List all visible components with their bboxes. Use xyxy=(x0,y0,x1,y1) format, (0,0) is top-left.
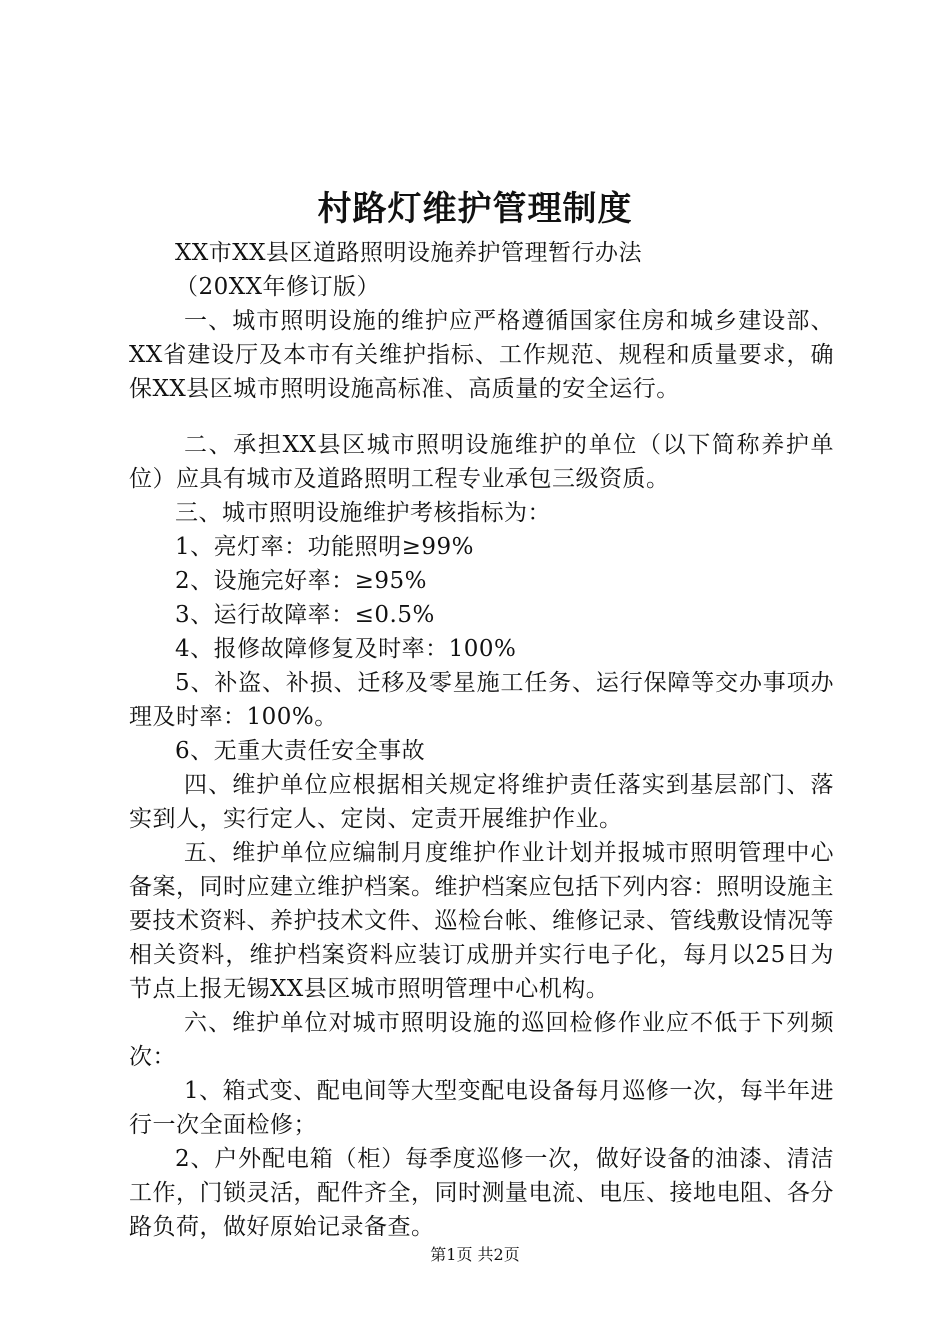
subtitle: XX市XX县区道路照明设施养护管理暂行办法 xyxy=(175,240,642,266)
document-body xyxy=(129,236,834,1244)
indicator-4: 4、报修故障修复及时率：100% xyxy=(175,636,517,662)
section-2: 二、承担XX县区城市照明设施维护的单位（以下简称养护单位）应具有城市及道路照明工程专业承包三级资质。 xyxy=(129,432,834,492)
section-1: 一、城市照明设施的维护应严格遵循国家住房和城乡建设部、XX省建设厅及本市有关维护指标、工作规范、规程和质量要求，确保XX县区城市照明设施高标准、高质量的安全运行。 xyxy=(129,308,834,402)
indicator-5: 5、补盗、补损、迁移及零星施工任务、运行保障等交办事项办理及时率：100%。 xyxy=(129,670,834,730)
indicator-3: 3、运行故障率：≤0.5% xyxy=(175,602,435,628)
section-4: 四、维护单位应根据相关规定将维护责任落实到基层部门、落实到人，实行定人、定岗、定责开展维护作业。 xyxy=(129,772,834,832)
document-title: 村路灯维护管理制度 xyxy=(317,189,633,229)
section-3: 三、城市照明设施维护考核指标为： xyxy=(175,500,551,526)
page-footer: 第1页 共2页 xyxy=(430,1245,520,1264)
frequency-1: 1、箱式变、配电间等大型变配电设备每月巡修一次，每半年进行一次全面检修； xyxy=(129,1078,834,1138)
version-note: （20XX年修订版） xyxy=(175,274,381,300)
section-6: 六、维护单位对城市照明设施的巡回检修作业应不低于下列频次： xyxy=(129,1010,834,1070)
indicator-1: 1、亮灯率：功能照明≥99% xyxy=(175,534,475,560)
indicator-2: 2、设施完好率：≥95% xyxy=(175,568,428,594)
section-5: 五、维护单位应编制月度维护作业计划并报城市照明管理中心备案，同时应建立维护档案。维护档案应包括下列内容：照明设施主要技术资料、养护技术文件、巡检台帐、维修记录、管线敷设情况等相关资料，维护档案资料应装订成册并实行电子化，每月以25日为节点上报无锡XX县区城市照明管理中心机构。 xyxy=(129,840,834,1002)
indicator-6: 6、无重大责任安全事故 xyxy=(175,738,426,764)
frequency-2: 2、户外配电箱（柜）每季度巡修一次，做好设备的油漆、清洁工作，门锁灵活，配件齐全，同时测量电流、电压、接地电阻、各分路负荷，做好原始记录备查。 xyxy=(129,1146,834,1240)
